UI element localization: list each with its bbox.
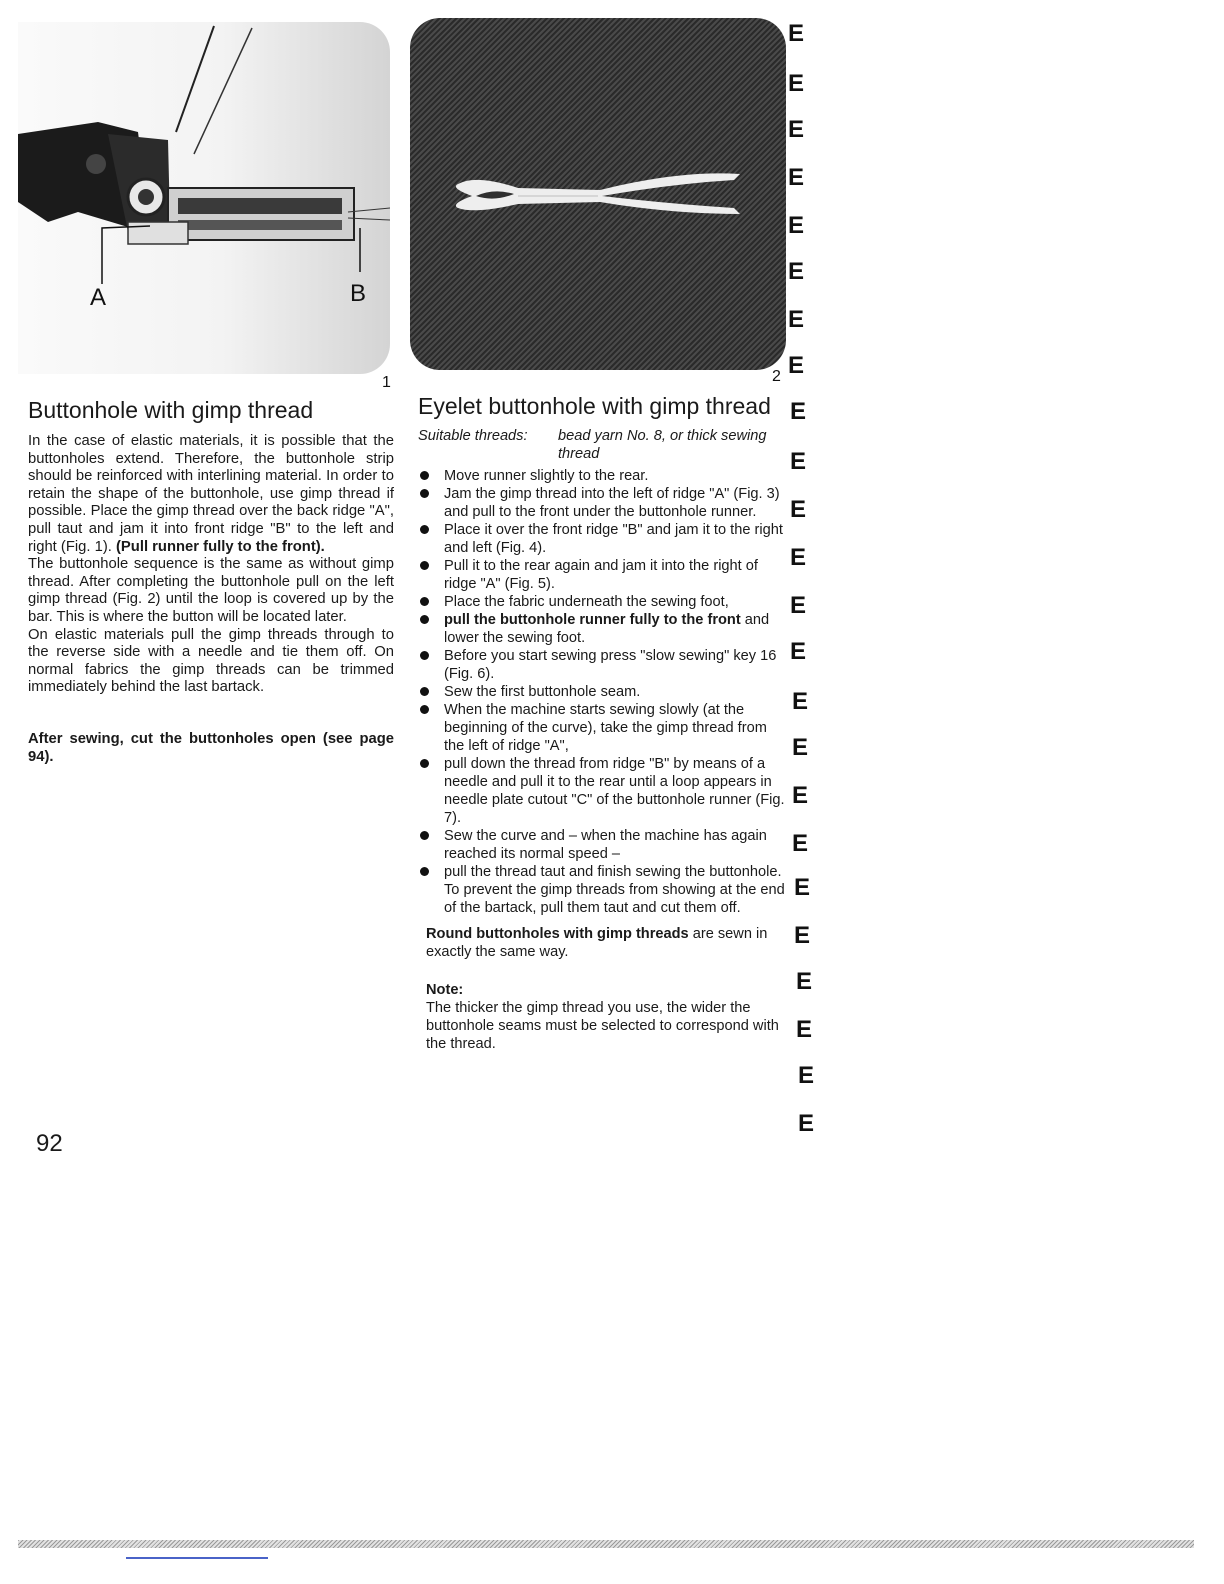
tab-mark: E [788, 352, 805, 379]
tab-mark: E [788, 116, 805, 143]
tab-mark: E [790, 592, 807, 619]
figure-2-gimp-loop [410, 18, 786, 370]
bullet-icon [420, 597, 429, 606]
list-item: Move runner slightly to the rear. [418, 467, 790, 485]
figure-2-number: 2 [772, 368, 781, 385]
figure-1-label-a: A [90, 284, 107, 311]
paragraph-text: In the case of elastic materials, it is possible that the buttonholes extend. Therefore, the buttonhole strip should be reinforced with interlining material. In order to retain the shape of the buttonhole, use gimp thread if possible. Place the gimp thread over the back ridge "A", pull taut and jam it into front ridge "B" to the left and right (Fig. 1). [28, 433, 394, 555]
figure-1-illustration [18, 22, 390, 374]
tab-mark: E [790, 398, 807, 425]
bullet-icon [420, 525, 429, 534]
tab-mark: E [792, 782, 809, 809]
list-item: When the machine starts sewing slowly (at the beginning of the curve), take the gimp thread from the left of ridge "A", [418, 701, 790, 755]
figure-1-buttonhole-runner [18, 22, 390, 374]
left-column [28, 396, 394, 766]
section-title-buttonhole-gimp: Buttonhole with gimp thread [28, 397, 314, 423]
suitable-threads-label: Suitable threads: [418, 428, 528, 444]
list-item: Sew the curve and – when the machine has again reached its normal speed – [418, 827, 790, 863]
tab-mark: E [788, 20, 805, 47]
tab-mark: E [788, 164, 805, 191]
tab-mark: E [788, 258, 805, 285]
list-item: pull down the thread from ridge "B" by means of a needle and pull it to the rear until a loop appears in needle plate cutout "C" of the buttonhole runner (Fig. 7). [418, 755, 790, 827]
section-title-eyelet-buttonhole: Eyelet buttonhole with gimp thread [418, 393, 771, 419]
figure-1-number: 1 [382, 374, 391, 391]
tab-mark: E [794, 922, 811, 949]
tab-mark: E [790, 448, 807, 475]
bullet-icon [420, 759, 429, 768]
bullet-icon [420, 471, 429, 480]
list-item: Pull it to the rear again and jam it into the right of ridge "A" (Fig. 5). [418, 557, 790, 593]
bullet-icon [420, 651, 429, 660]
tab-mark: E [792, 830, 809, 857]
eyelet-steps-list [418, 467, 790, 917]
tab-mark: E [798, 1110, 815, 1137]
tab-mark: E [792, 734, 809, 761]
list-item: Place it over the front ridge "B" and jam it to the right and left (Fig. 4). [418, 521, 790, 557]
tab-mark: E [788, 306, 805, 333]
bullet-icon [420, 705, 429, 714]
tab-mark: E [796, 968, 813, 995]
footer-rule [18, 1540, 1194, 1548]
paragraph-elastic-materials [28, 433, 394, 556]
list-item: pull the buttonhole runner fully to the front and lower the sewing foot. [418, 611, 790, 647]
tab-mark: E [788, 212, 805, 239]
pull-runner-note: (Pull runner fully to the front). [116, 538, 325, 555]
suitable-threads-value: bead yarn No. 8, or thick sewing thread [558, 428, 767, 462]
tab-mark: E [788, 70, 805, 97]
bullet-icon [420, 489, 429, 498]
list-item: Place the fabric underneath the sewing foot, [418, 593, 790, 611]
tab-mark: E [796, 1016, 813, 1043]
tab-mark: E [790, 638, 807, 665]
tab-mark: E [798, 1062, 815, 1089]
right-column [418, 392, 790, 1053]
bullet-icon [420, 831, 429, 840]
figure-1-label-b: B [350, 280, 367, 307]
footer-link-rule [126, 1557, 268, 1559]
bullet-icon [420, 867, 429, 876]
figure-2-illustration [410, 18, 786, 370]
page-number: 92 [36, 1130, 63, 1157]
list-item: Jam the gimp thread into the left of ridge "A" (Fig. 3) and pull to the front under the buttonhole runner. [418, 485, 790, 521]
tab-mark: E [792, 688, 809, 715]
tab-mark: E [790, 496, 807, 523]
list-item: pull the thread taut and finish sewing the buttonhole. To prevent the gimp threads from showing at the end of the bartack, pull them taut and cut them off. [418, 863, 790, 917]
bullet-icon [420, 615, 429, 624]
round-buttonholes-note: Round buttonholes with gimp threads are sewn in exactly the same way. [426, 926, 768, 960]
suitable-threads [418, 427, 790, 463]
list-item: Before you start sewing press "slow sewing" key 16 (Fig. 6). [418, 647, 790, 683]
bullet-icon [420, 687, 429, 696]
list-item: Sew the first buttonhole seam. [418, 683, 790, 701]
note-title: Note: [426, 982, 464, 998]
bullet-icon [420, 561, 429, 570]
after-sewing-note: After sewing, cut the buttonholes open (see page 94). [28, 730, 394, 765]
note-text: The thicker the gimp thread you use, the wider the buttonhole seams must be selected to correspond with the thread. [426, 1000, 779, 1052]
tab-mark: E [794, 874, 811, 901]
paragraph-buttonhole-sequence: The buttonhole sequence is the same as without gimp thread. After completing the buttonhole pull on the left gimp thread (Fig. 2) until the loop is covered up by the bar. This is where the button will be located later. [28, 556, 394, 625]
tab-mark: E [790, 544, 807, 571]
paragraph-elastic-threads: On elastic materials pull the gimp threads through to the reverse side with a needle and tie them off. On normal fabrics the gimp threads can be trimmed immediately behind the last bartack. [28, 626, 394, 696]
